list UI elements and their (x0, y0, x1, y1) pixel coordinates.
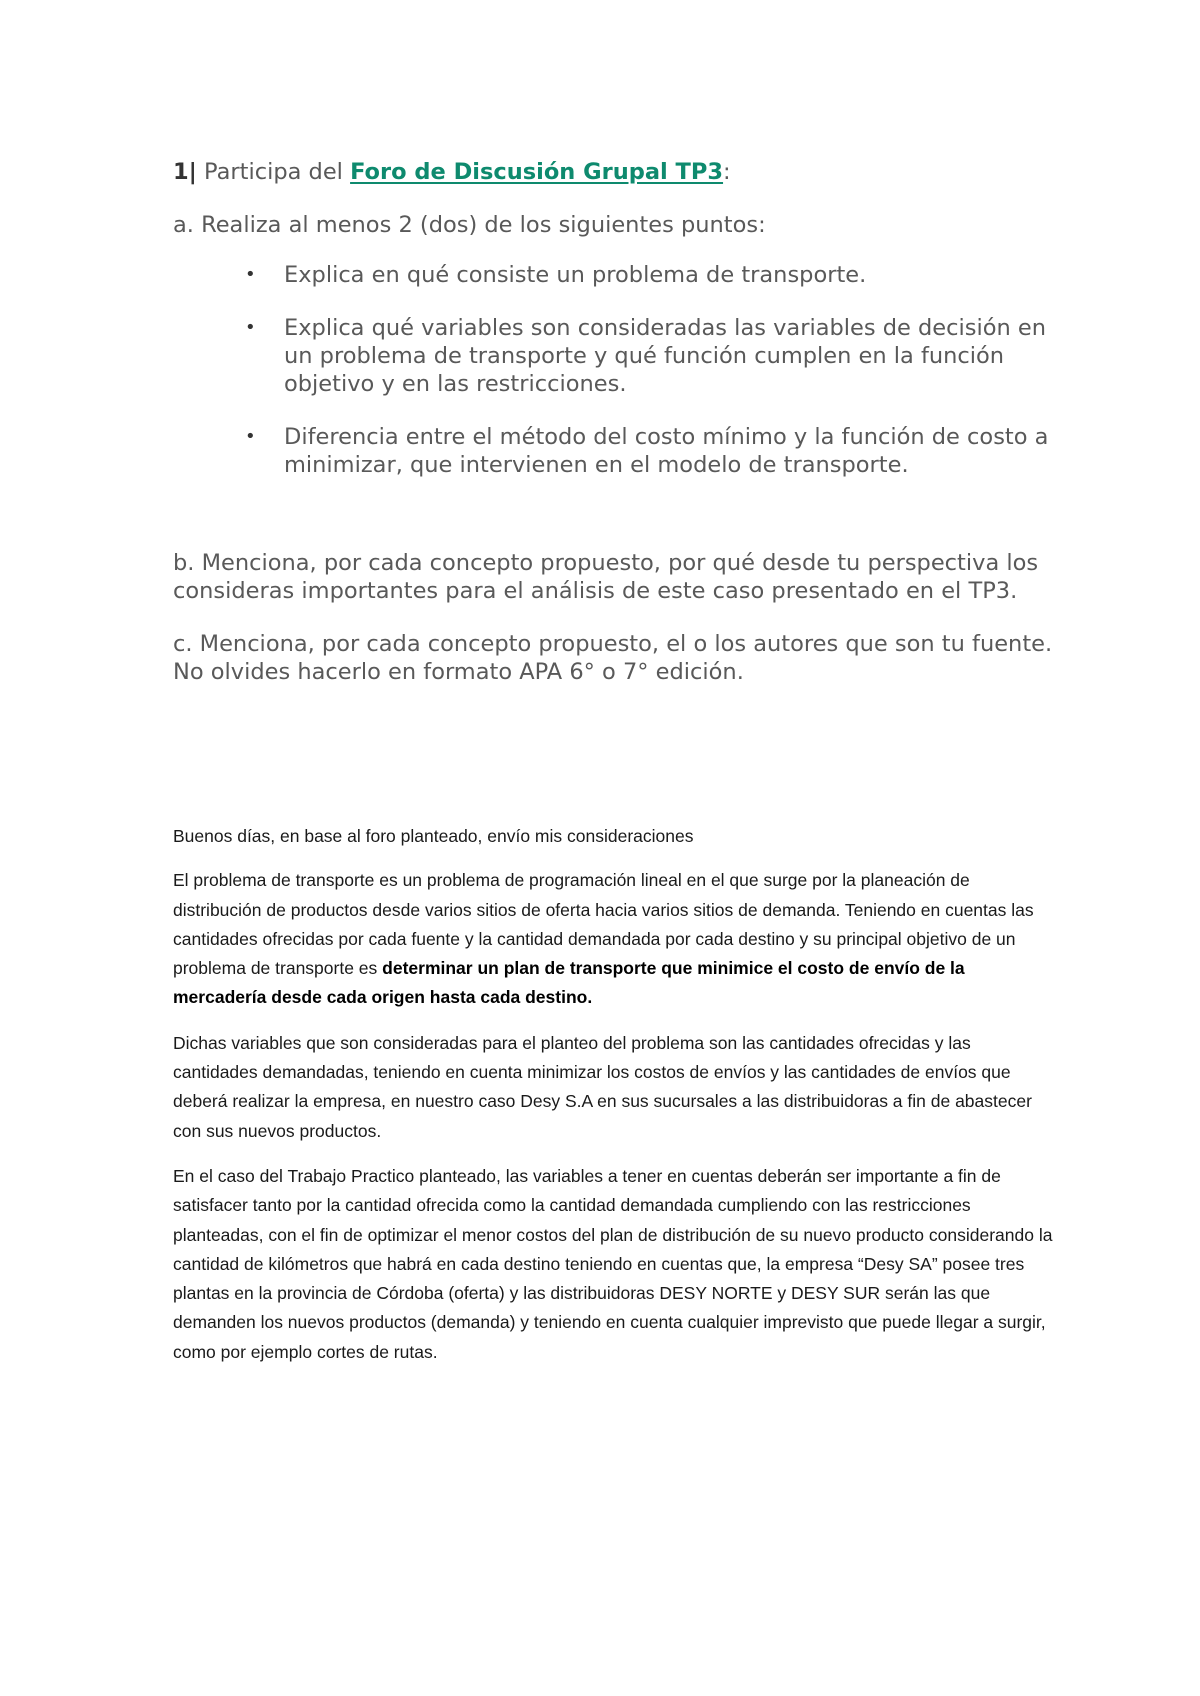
bullet-item (173, 314, 1053, 398)
bullet-dot-icon: • (245, 264, 256, 285)
answer-paragraph-1-bold: determinar un plan de transporte que minimice el costo de envío de la mercadería desde cada origen hasta cada destino. (173, 958, 965, 1008)
bullet-list (173, 261, 1053, 479)
bullet-item (173, 423, 1053, 479)
bullet-dot-icon: • (245, 317, 256, 338)
answer-paragraph-1-text: El problema de transporte es un problema de programación lineal en el que surge por la planeación de distribución de productos desde varios sitios de oferta hacia varios sitios de demanda. Teniendo en cuentas las cantidades ofrecidas por cada fuente y la cantidad demandada por cada destino y su principal objetivo de un problema de transporte es (173, 870, 1034, 979)
answer-paragraph-2: Dichas variables que son consideradas para el planteo del problema son las cantidades ofrecidas y las cantidades demandadas, teniendo en cuenta minimizar los costos de envíos y las cantidades de envíos que deberá realizar la empresa, en nuestro caso Desy S.A en sus sucursales a las distribuidoras a fin de abastecer con sus nuevos productos. (173, 1032, 1032, 1141)
answer-paragraph-1 (173, 866, 1053, 1012)
bullet-text: Explica qué variables son consideradas las variables de decisión en un problema de transporte y qué función cumplen en la función objetivo y en las restricciones. (284, 315, 1047, 397)
bullet-dot-icon: • (245, 426, 256, 447)
question-title (173, 158, 1053, 194)
bullet-item (173, 261, 1053, 289)
question-number: 1| (173, 159, 197, 185)
point-b: b. Menciona, por cada concepto propuesto, por qué desde tu perspectiva los consideras importantes para el análisis de este caso presentado en el TP3. (173, 550, 1039, 604)
point-c: c. Menciona, por cada concepto propuesto, el o los autores que son tu fuente. No olvides hacerlo en formato APA 6° o 7° edición. (173, 631, 1053, 685)
question-title-pre: Participa del (196, 159, 351, 185)
bullet-text: Explica en qué consiste un problema de transporte. (284, 262, 867, 288)
point-a: a. Realiza al menos 2 (dos) de los siguientes puntos: (173, 212, 766, 238)
answer-paragraph-3: En el caso del Trabajo Practico planteado, las variables a tener en cuentas deberán ser importante a fin de satisfacer tanto por la cantidad ofrecida como la cantidad demandada cumpliendo con las restricciones planteadas, con el fin de optimizar el menor costos del plan de distribución de su nuevo producto considerando la cantidad de kilómetros que habrá en cada destino teniendo en cuentas que, la empresa “Desy SA” posee tres plantas en la provincia de Córdoba (oferta) y las distribuidoras DESY NORTE y DESY SUR serán las que demanden los nuevos productos (demanda) y teniendo en cuenta cualquier imprevisto que puede llegar a surgir, como por ejemplo cortes de rutas. (173, 1165, 1053, 1362)
answer-greeting: Buenos días, en base al foro planteado, envío mis consideraciones (173, 826, 694, 846)
assignment-prompt (173, 158, 1053, 686)
question-title-post: : (723, 159, 731, 185)
bullet-text: Diferencia entre el método del costo mínimo y la función de costo a minimizar, que intervienen en el modelo de transporte. (284, 424, 1049, 478)
forum-link[interactable]: Foro de Discusión Grupal TP3 (350, 159, 724, 185)
forum-answer (173, 822, 1053, 1367)
